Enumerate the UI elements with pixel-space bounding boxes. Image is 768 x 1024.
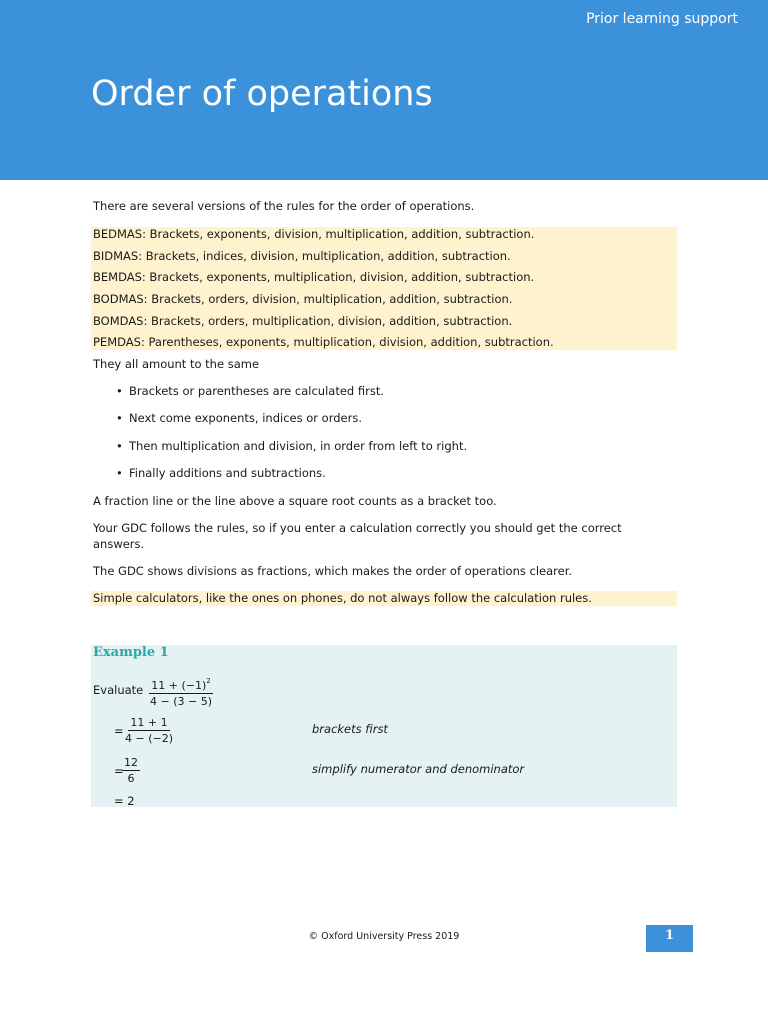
rules-highlight	[91, 227, 677, 350]
list-item	[116, 439, 467, 453]
expression-fraction	[148, 675, 214, 708]
list-item-text: Finally additions and subtractions.	[129, 466, 326, 480]
fraction-line-paragraph: A fraction line or the line above a square root counts as a bracket too.	[93, 494, 497, 508]
rule-item: BOMDAS: Brackets, orders, multiplication, division, addition, subtraction.	[93, 314, 513, 328]
rule-item: BEMDAS: Brackets, exponents, multiplication, division, addition, subtraction.	[93, 270, 535, 284]
fraction-denominator: 6	[127, 772, 135, 785]
rule-item: BIDMAS: Brackets, indices, division, multiplication, addition, subtraction.	[93, 249, 511, 263]
list-item	[116, 384, 384, 398]
page-title: Order of operations	[91, 74, 433, 114]
list-item	[116, 411, 362, 425]
copyright: © Oxford University Press 2019	[308, 931, 460, 942]
fraction-numerator: $11 + (-1)^2$	[151, 677, 211, 692]
intro-text: There are several versions of the rules for the order of operations.	[93, 199, 475, 213]
calculators-note: Simple calculators, like the ones on phones, do not always follow the calculation rules.	[93, 591, 592, 605]
fraction-numerator: 12	[124, 756, 138, 769]
gdc-fractions-paragraph: The GDC shows divisions as fractions, which makes the order of operations clearer.	[93, 564, 573, 578]
section-label: Prior learning support	[586, 11, 738, 27]
final-result: = 2	[114, 794, 135, 808]
list-item-text: Then multiplication and division, in order from left to right.	[129, 439, 468, 453]
step2-fraction	[122, 756, 140, 785]
header-banner	[0, 0, 768, 180]
fraction-numerator: 11 + 1	[130, 716, 168, 729]
gdc-rules-paragraph-line2: answers.	[93, 537, 145, 551]
page-number: 1	[646, 925, 693, 952]
bullet-icon: •	[116, 439, 123, 453]
bullet-icon: •	[116, 466, 123, 480]
example-title: Example 1	[93, 645, 169, 660]
fraction-denominator: 4 − (3 − 5)	[150, 695, 212, 708]
list-item-text: Next come exponents, indices or orders.	[129, 411, 362, 425]
list-item	[116, 466, 326, 480]
equals-sign: =	[114, 724, 124, 738]
fraction-denominator: 4 − (−2)	[125, 732, 174, 745]
bullet-icon: •	[116, 411, 123, 425]
equals-sign: =	[114, 764, 124, 778]
step2-note: simplify numerator and denominator	[312, 762, 525, 776]
step1-note: brackets first	[312, 722, 388, 736]
step1-fraction	[123, 716, 175, 745]
rule-item: BODMAS: Brackets, orders, division, multiplication, addition, subtraction.	[93, 292, 513, 306]
bullet-icon: •	[116, 384, 123, 398]
gdc-rules-paragraph-line1: Your GDC follows the rules, so if you enter a calculation correctly you should get the correct	[93, 521, 622, 535]
evaluate-label: Evaluate	[93, 683, 144, 697]
summary-intro: They all amount to the same	[93, 357, 260, 371]
rule-item: PEMDAS: Parentheses, exponents, multiplication, division, addition, subtraction.	[93, 335, 554, 349]
list-item-text: Brackets or parentheses are calculated first.	[129, 384, 384, 398]
rule-item: BEDMAS: Brackets, exponents, division, multiplication, addition, subtraction.	[93, 227, 535, 241]
